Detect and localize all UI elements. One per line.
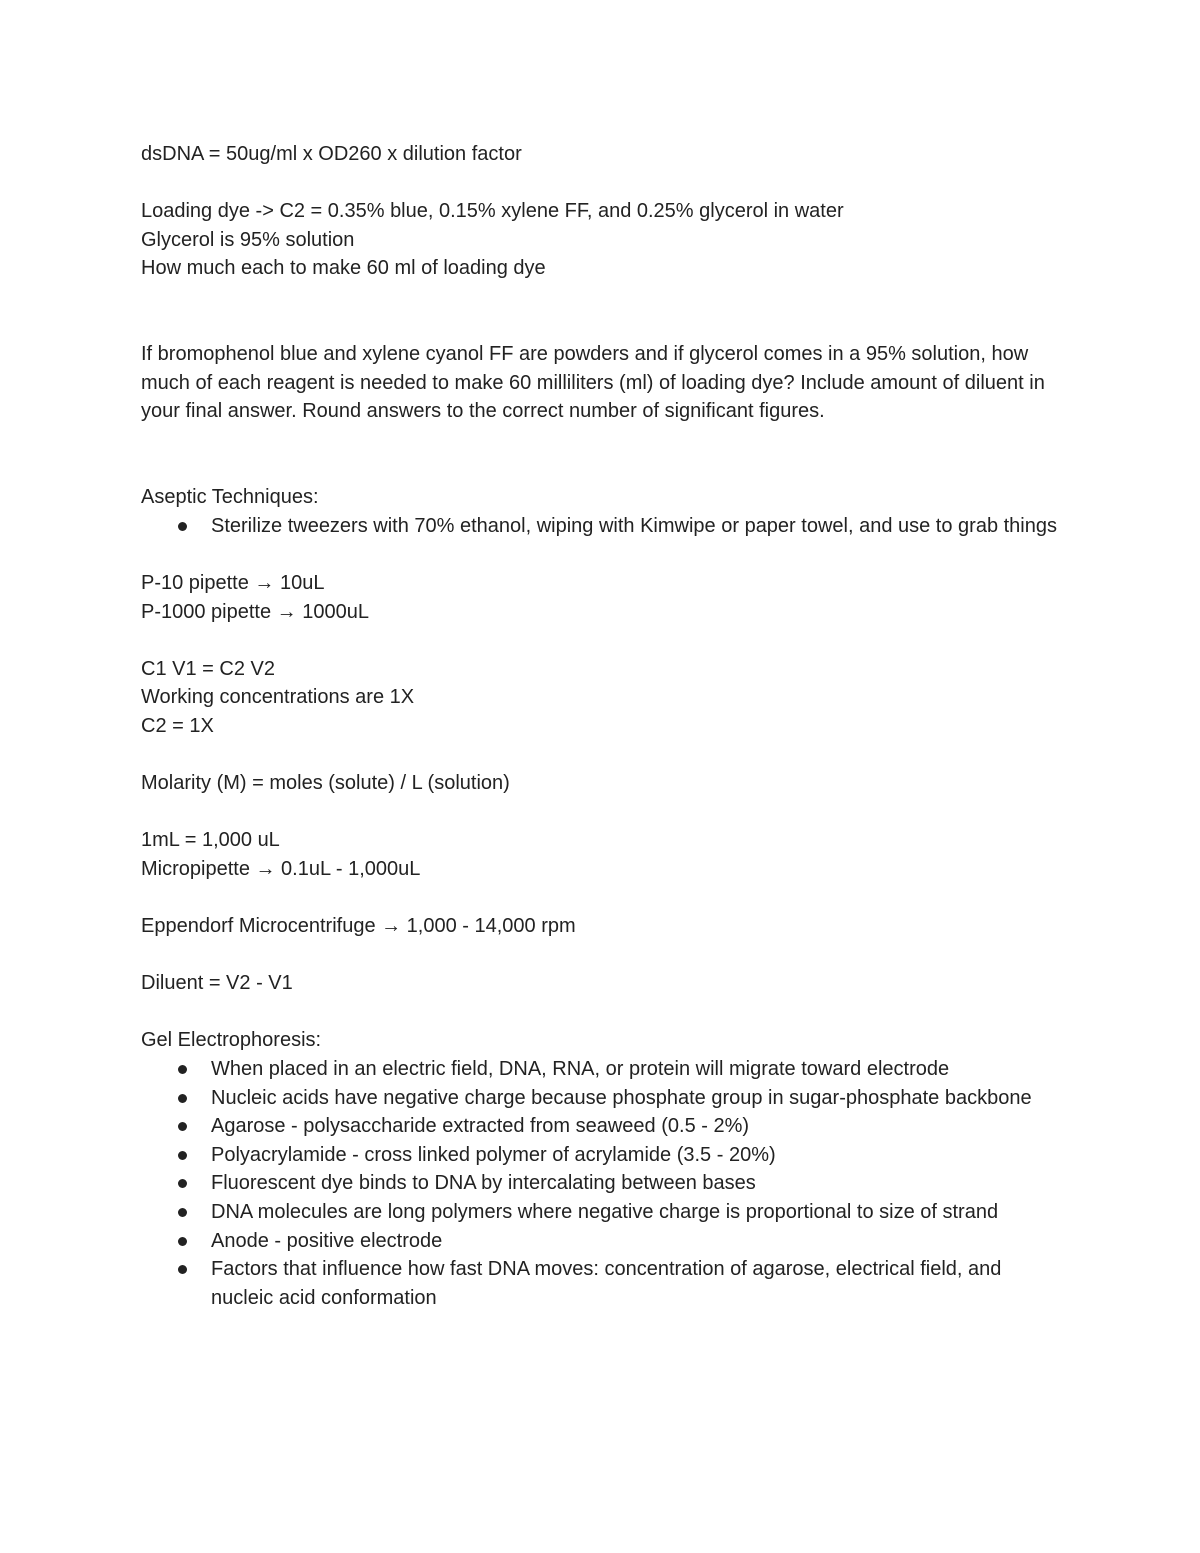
loading-dye-question-line: How much each to make 60 ml of loading dye [141, 257, 546, 280]
bullet-icon [178, 1122, 187, 1131]
gel-heading: Gel Electrophoresis: [141, 1029, 322, 1052]
list-item: DNA molecules are long polymers where negative charge is proportional to size of strand [211, 1198, 1061, 1227]
spacer [141, 941, 1061, 970]
bullet-icon [178, 1208, 187, 1217]
dsdna-formula: dsDNA = 50ug/ml x OD260 x dilution factor [141, 143, 522, 165]
bullet-icon [178, 1179, 187, 1188]
bullet-icon [178, 1094, 187, 1103]
list-item: Fluorescent dye binds to DNA by intercalating between bases [211, 1169, 1061, 1198]
micropipette-line: Micropipette → 0.1uL - 1,000uL [141, 857, 421, 880]
p10-pipette-line: P-10 pipette → 10uL [141, 571, 325, 594]
bullet-icon [178, 1237, 187, 1246]
centrifuge-line: Eppendorf Microcentrifuge → 1,000 - 14,000 rpm [141, 915, 576, 938]
bullet-icon [178, 1265, 187, 1274]
spacer [141, 998, 1061, 1027]
list-item: Anode - positive electrode [211, 1227, 1061, 1256]
aseptic-heading: Aseptic Techniques: [141, 486, 319, 509]
glycerol-line: Glycerol is 95% solution [141, 228, 355, 251]
list-item: Polyacrylamide - cross linked polymer of acrylamide (3.5 - 20%) [211, 1141, 1061, 1170]
document-page [141, 140, 1061, 1312]
spacer [141, 740, 1061, 769]
molarity-equation: Molarity (M) = moles (solute) / L (solution) [141, 772, 510, 795]
spacer [141, 169, 1061, 198]
bullet-icon [178, 522, 187, 531]
spacer [141, 426, 1061, 483]
diluent-equation: Diluent = V2 - V1 [141, 972, 293, 995]
p1000-pipette-line: P-1000 pipette → 1000uL [141, 600, 369, 623]
list-item: Nucleic acids have negative charge because phosphate group in sugar-phosphate backbone [211, 1084, 1061, 1113]
spacer [141, 626, 1061, 655]
spacer [141, 798, 1061, 827]
list-item: Factors that influence how fast DNA moves: concentration of agarose, electrical field, and nucleic acid conformation [211, 1255, 1061, 1312]
gel-list [141, 1055, 1061, 1312]
ml-conversion-line: 1mL = 1,000 uL [141, 829, 280, 852]
spacer [141, 540, 1061, 569]
aseptic-list [141, 512, 1061, 541]
c2-line: C2 = 1X [141, 714, 214, 737]
spacer [141, 883, 1061, 912]
loading-dye-problem-paragraph: If bromophenol blue and xylene cyanol FF are powders and if glycerol comes in a 95% solution, how much of each reagent is needed to make 60 milliliters (ml) of loading dye? Include amount of diluent in your final answer. Round answers to the correct number of significant figures. [141, 343, 1051, 423]
list-item: Agarose - polysaccharide extracted from seaweed (0.5 - 2%) [211, 1112, 1061, 1141]
bullet-icon [178, 1065, 187, 1074]
dilution-equation: C1 V1 = C2 V2 [141, 657, 275, 680]
spacer [141, 283, 1061, 340]
bullet-icon [178, 1151, 187, 1160]
working-concentration-line: Working concentrations are 1X [141, 686, 415, 709]
list-item: When placed in an electric field, DNA, RNA, or protein will migrate toward electrode [211, 1055, 1061, 1084]
loading-dye-line: Loading dye -> C2 = 0.35% blue, 0.15% xylene FF, and 0.25% glycerol in water [141, 200, 844, 223]
list-item: Sterilize tweezers with 70% ethanol, wiping with Kimwipe or paper towel, and use to grab things [211, 512, 1061, 541]
